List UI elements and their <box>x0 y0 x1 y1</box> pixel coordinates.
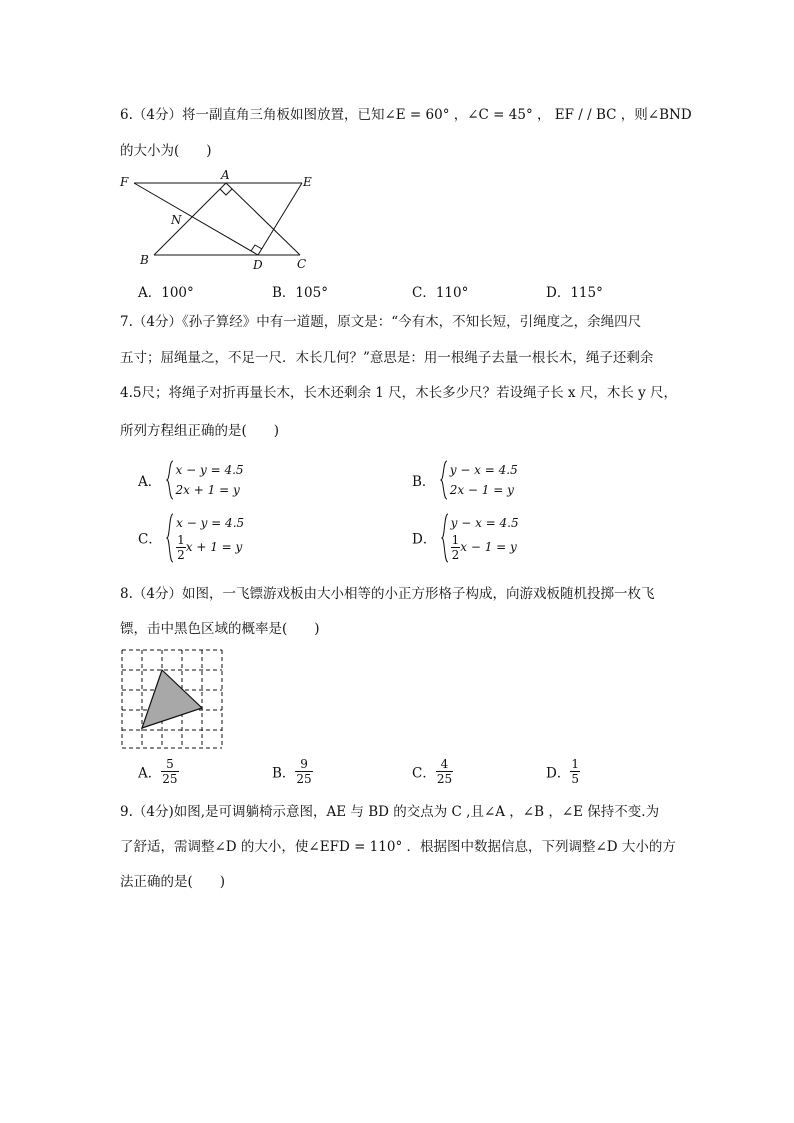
fraction: $\frac{9}{25}$ <box>296 757 312 786</box>
q7-stem-line2: 五寸；屈绳量之，不足一尺．木长几何？”意思是：用一根绳子去量一根长木，绳子还剩余 <box>120 350 654 366</box>
fraction: $\frac{1}{2}$ <box>451 533 460 562</box>
q6-figure <box>115 168 325 276</box>
label-N: N <box>171 213 182 227</box>
label-B: B <box>140 253 149 267</box>
brace-icon <box>440 460 448 500</box>
equation-system: x − y = 4.5 $\frac{1}{2}$ x + 1 = y <box>166 513 244 562</box>
shaded-triangle <box>142 670 202 728</box>
fraction: $\frac{1}{2}$ <box>177 533 185 562</box>
q9-stem-line1: 9.（4分)如图,是可调躺椅示意图，AE 与 BD 的交点为 C ,且∠A ，∠B ，∠E 保持不变.为 <box>120 804 660 820</box>
brace-icon <box>441 513 449 563</box>
brace-icon <box>166 513 174 563</box>
fraction: $\frac{1}{5}$ <box>571 757 579 786</box>
q7-option-c[interactable]: C． x − y = 4.5 $\frac{1}{2}$ x + 1 = y <box>138 513 244 562</box>
label-F: F <box>120 175 129 189</box>
q8-option-d[interactable]: D． $\frac{1}{5}$ <box>546 757 579 786</box>
q8-option-a[interactable]: A． $\frac{5}{25}$ <box>138 757 178 786</box>
equation-system: y − x = 4.5 $\frac{1}{2}$ x − 1 = y <box>441 513 519 562</box>
q8-dartboard-figure <box>119 647 225 751</box>
segment-AC <box>226 183 300 255</box>
q6-stem-line1: 6.（4分）将一副直角三角板如图放置，已知∠E = 60° ，∠C = 45° ， EF / / BC ，则∠BND <box>120 107 692 123</box>
q8-option-c[interactable]: C． $\frac{4}{25}$ <box>412 757 453 786</box>
fraction: $\frac{4}{25}$ <box>436 757 453 786</box>
right-angle-A <box>220 189 232 195</box>
segment-FD <box>134 183 258 255</box>
q8-stem-line1: 8.（4分）如图，一飞镖游戏板由大小相等的小正方形格子构成，向游戏板随机投掷一枚飞 <box>120 586 655 602</box>
label-A: A <box>221 168 230 182</box>
label-D: D <box>253 258 263 272</box>
q6-option-d[interactable]: D．115° <box>546 285 603 301</box>
q8-stem-line2: 镖，击中黑色区域的概率是( ) <box>120 621 320 637</box>
q8-option-b[interactable]: B． $\frac{9}{25}$ <box>272 757 312 786</box>
q7-option-b[interactable]: B． y − x = 4.5 2x − 1 = y <box>412 460 518 500</box>
q6-option-b[interactable]: B．105° <box>272 285 328 301</box>
equation-system: y − x = 4.5 2x − 1 = y <box>440 460 518 500</box>
label-C: C <box>297 257 307 271</box>
segment-AB <box>154 183 226 255</box>
right-angle-D <box>251 245 262 251</box>
equation-system: x − y = 4.5 2x + 1 = y <box>166 460 244 500</box>
q7-option-a[interactable]: A． x − y = 4.5 2x + 1 = y <box>138 460 244 500</box>
q9-stem-line3: 法正确的是( ) <box>120 874 226 890</box>
fraction: $\frac{5}{25}$ <box>162 757 178 786</box>
q7-stem-line3: 4.5尺；将绳子对折再量长木，长木还剩余 1 尺，木长多少尺？若设绳子长 x 尺，木长 y 尺， <box>120 385 678 401</box>
q6-option-c[interactable]: C．110° <box>412 285 469 301</box>
q6-option-a[interactable]: A．100° <box>138 285 194 301</box>
q9-stem-line2: 了舒适，需调整∠D 的大小，使∠EFD = 110° ．根据图中数据信息，下列调整∠D 大小的方 <box>120 839 676 855</box>
label-E: E <box>303 175 312 189</box>
q7-stem-line1: 7.（4分）《孙子算经》中有一道题，原文是：“今有木，不知长短，引绳度之，余绳四尺 <box>120 314 642 330</box>
q6-stem-line2: 的大小为( ) <box>120 143 212 159</box>
q7-option-d[interactable]: D． y − x = 4.5 $\frac{1}{2}$ x − 1 = y <box>412 513 519 562</box>
segment-ED <box>258 183 302 255</box>
brace-icon <box>166 460 174 500</box>
q7-stem-line4: 所列方程组正确的是( ) <box>120 423 280 439</box>
